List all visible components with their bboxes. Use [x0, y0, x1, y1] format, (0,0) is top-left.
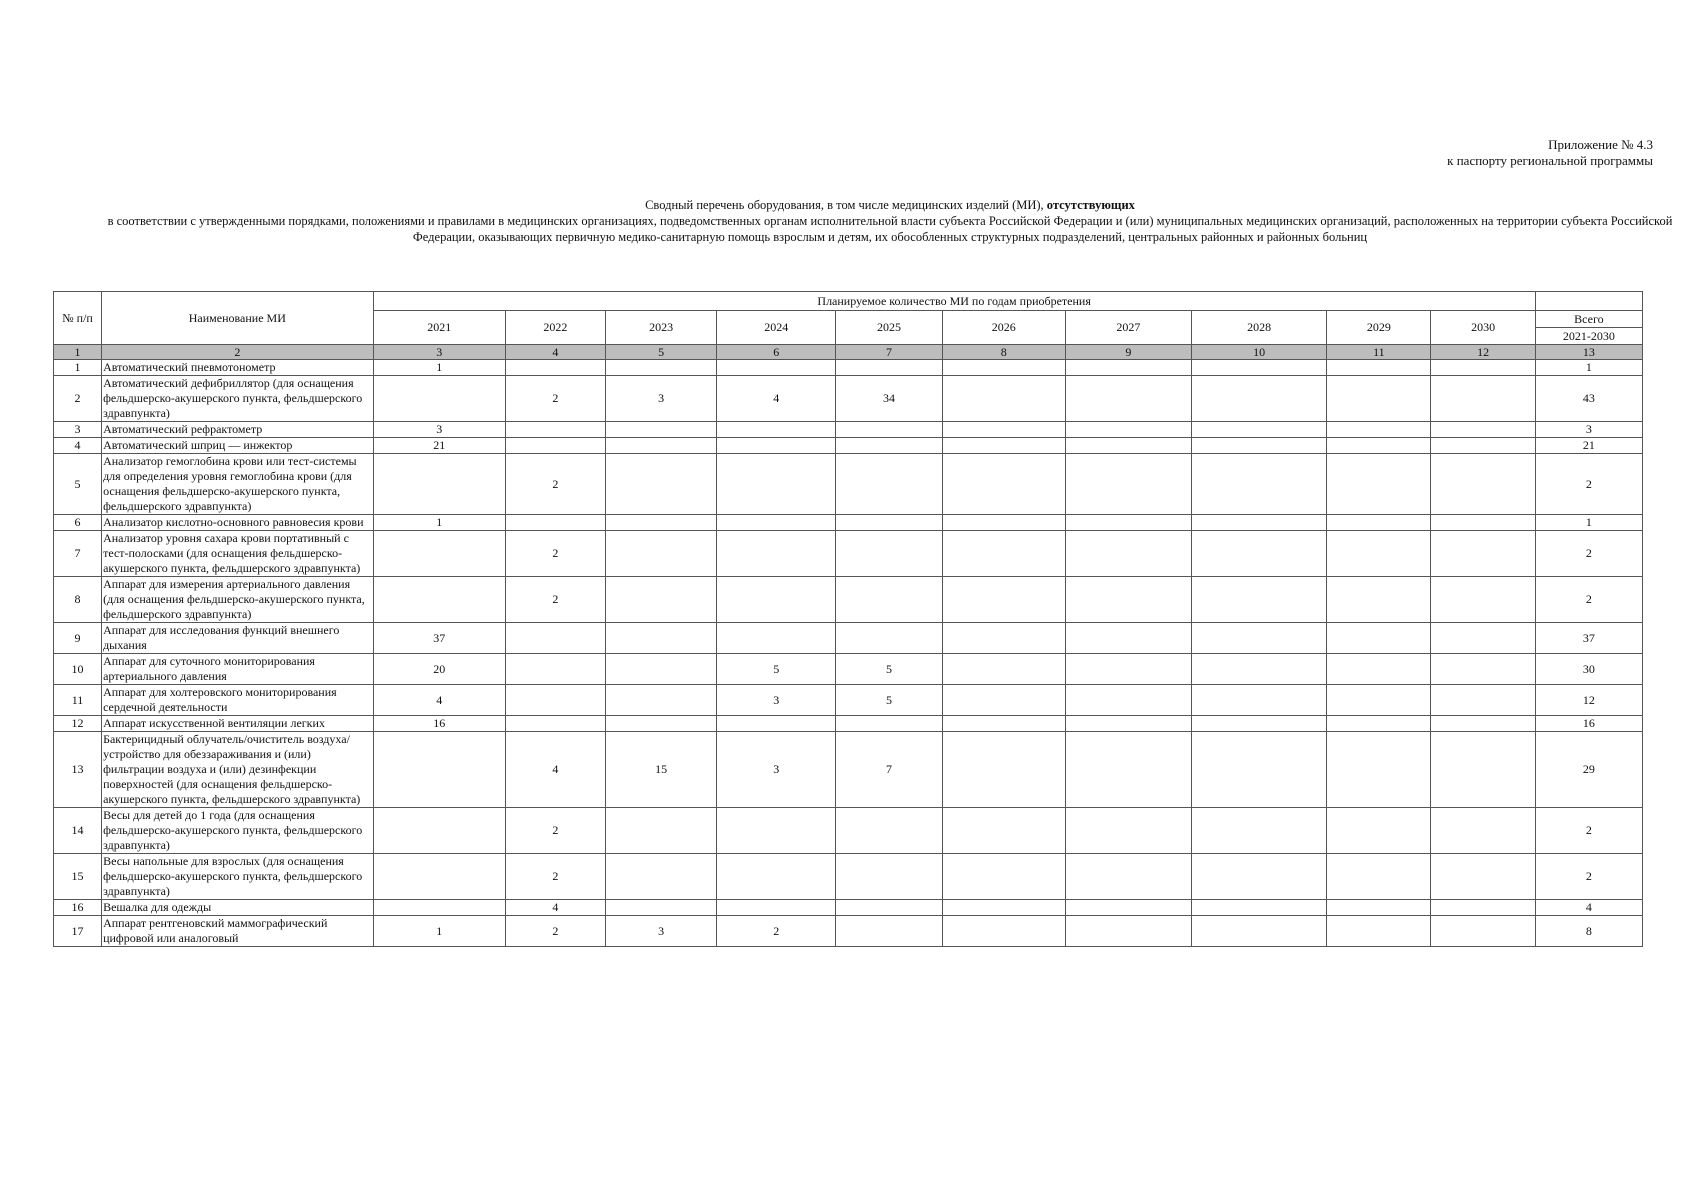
table-row — [54, 716, 1643, 732]
row-total: 16 — [1535, 716, 1642, 732]
row-year-value — [1065, 808, 1191, 854]
row-year-value — [1431, 854, 1535, 900]
appendix-number: Приложение № 4.3 — [1548, 137, 1653, 152]
row-num: 17 — [54, 916, 102, 947]
row-year-value — [1192, 438, 1327, 454]
row-total: 21 — [1535, 438, 1642, 454]
row-num: 4 — [54, 438, 102, 454]
row-num: 2 — [54, 376, 102, 422]
row-year-value: 20 — [373, 654, 505, 685]
row-year-value: 15 — [605, 732, 716, 808]
row-year-value — [1327, 454, 1431, 515]
row-year-value — [1192, 376, 1327, 422]
table-row — [54, 623, 1643, 654]
row-name: Бактерицидный облучатель/очиститель воздуха/устройство для обеззараживания и (или) фильтрации воздуха и (или) дезинфекции поверхностей (для оснащения фельдшерско-акушерского пункта, фельдшерского здравпункта) — [102, 732, 374, 808]
row-year-value — [1431, 623, 1535, 654]
header-year: 2027 — [1065, 311, 1191, 345]
row-num: 15 — [54, 854, 102, 900]
row-year-value: 4 — [505, 900, 605, 916]
row-name: Аппарат для холтеровского мониторирования сердечной деятельности — [102, 685, 374, 716]
row-year-value — [1192, 577, 1327, 623]
row-year-value — [942, 376, 1065, 422]
row-year-value — [1431, 454, 1535, 515]
row-year-value — [605, 577, 716, 623]
row-year-value — [1431, 376, 1535, 422]
row-year-value: 7 — [836, 732, 942, 808]
row-year-value — [717, 716, 836, 732]
row-num: 14 — [54, 808, 102, 854]
row-num: 7 — [54, 531, 102, 577]
row-year-value — [1327, 577, 1431, 623]
row-total: 2 — [1535, 854, 1642, 900]
row-year-value — [1192, 623, 1327, 654]
row-year-value — [717, 623, 836, 654]
title-line-1-text: Сводный перечень оборудования, в том числе медицинских изделий (МИ), — [645, 198, 1047, 212]
row-year-value — [1065, 360, 1191, 376]
column-number: 3 — [373, 345, 505, 360]
header-empty-cell — [1535, 292, 1642, 311]
row-num: 1 — [54, 360, 102, 376]
row-name: Аппарат для исследования функций внешнего дыхания — [102, 623, 374, 654]
row-year-value — [1431, 916, 1535, 947]
row-year-value — [942, 531, 1065, 577]
row-num: 6 — [54, 515, 102, 531]
row-year-value — [836, 716, 942, 732]
column-number: 4 — [505, 345, 605, 360]
row-year-value — [1431, 515, 1535, 531]
row-year-value — [373, 732, 505, 808]
header-year: 2028 — [1192, 311, 1327, 345]
row-year-value — [1431, 438, 1535, 454]
row-year-value — [717, 454, 836, 515]
row-year-value — [942, 900, 1065, 916]
row-year-value — [373, 376, 505, 422]
row-year-value: 2 — [505, 376, 605, 422]
row-name: Аппарат для суточного мониторирования артериального давления — [102, 654, 374, 685]
equipment-table — [53, 291, 1643, 947]
row-num: 11 — [54, 685, 102, 716]
row-num: 3 — [54, 422, 102, 438]
row-name: Автоматический дефибриллятор (для оснащения фельдшерско-акушерского пункта, фельдшерского здравпункта) — [102, 376, 374, 422]
row-year-value — [505, 716, 605, 732]
row-total: 30 — [1535, 654, 1642, 685]
row-year-value — [1192, 360, 1327, 376]
row-year-value — [1192, 716, 1327, 732]
row-year-value: 3 — [373, 422, 505, 438]
column-number: 12 — [1431, 345, 1535, 360]
column-numbers-row — [54, 345, 1643, 360]
row-year-value — [836, 916, 942, 947]
row-year-value — [505, 654, 605, 685]
header-year: 2024 — [717, 311, 836, 345]
row-year-value — [717, 808, 836, 854]
header-year: 2025 — [836, 311, 942, 345]
row-year-value — [605, 854, 716, 900]
row-name: Вешалка для одежды — [102, 900, 374, 916]
row-year-value — [505, 685, 605, 716]
table-row — [54, 808, 1643, 854]
row-year-value — [605, 360, 716, 376]
row-year-value — [1065, 916, 1191, 947]
table-row — [54, 900, 1643, 916]
row-year-value: 21 — [373, 438, 505, 454]
column-number: 10 — [1192, 345, 1327, 360]
row-year-value — [1327, 685, 1431, 716]
row-year-value — [942, 916, 1065, 947]
row-year-value — [1431, 531, 1535, 577]
row-year-value — [1327, 916, 1431, 947]
row-year-value: 4 — [505, 732, 605, 808]
header-total-range: 2021-2030 — [1535, 328, 1642, 345]
appendix-subtitle: к паспорту региональной программы — [1447, 153, 1653, 168]
row-year-value — [1192, 900, 1327, 916]
row-total: 3 — [1535, 422, 1642, 438]
row-year-value — [1431, 732, 1535, 808]
row-year-value — [1065, 577, 1191, 623]
row-year-value — [1192, 685, 1327, 716]
table-row — [54, 654, 1643, 685]
row-year-value — [942, 515, 1065, 531]
row-year-value: 1 — [373, 515, 505, 531]
table-row — [54, 531, 1643, 577]
table-row — [54, 454, 1643, 515]
column-number: 13 — [1535, 345, 1642, 360]
row-year-value — [1431, 360, 1535, 376]
row-year-value — [717, 531, 836, 577]
row-year-value — [1065, 854, 1191, 900]
row-year-value — [717, 854, 836, 900]
row-year-value — [505, 360, 605, 376]
row-year-value — [717, 438, 836, 454]
row-name: Анализатор кислотно-основного равновесия крови — [102, 515, 374, 531]
row-total: 1 — [1535, 515, 1642, 531]
row-year-value — [1065, 422, 1191, 438]
row-year-value — [836, 531, 942, 577]
row-name: Аппарат рентгеновский маммографический цифровой или аналоговый — [102, 916, 374, 947]
row-year-value — [717, 900, 836, 916]
row-year-value — [1192, 854, 1327, 900]
row-year-value — [942, 732, 1065, 808]
row-year-value — [1327, 732, 1431, 808]
row-year-value — [373, 854, 505, 900]
row-name: Автоматический рефрактометр — [102, 422, 374, 438]
row-year-value — [836, 454, 942, 515]
row-num: 13 — [54, 732, 102, 808]
row-year-value — [605, 716, 716, 732]
row-year-value — [605, 654, 716, 685]
row-year-value — [942, 808, 1065, 854]
row-year-value — [1431, 422, 1535, 438]
header-year: 2021 — [373, 311, 505, 345]
column-number: 1 — [54, 345, 102, 360]
row-num: 5 — [54, 454, 102, 515]
row-year-value: 34 — [836, 376, 942, 422]
row-name: Аппарат для измерения артериального давления (для оснащения фельдшерско-акушерского пункта, фельдшерского здравпункта) — [102, 577, 374, 623]
row-year-value — [373, 454, 505, 515]
row-name: Аппарат искусственной вентиляции легких — [102, 716, 374, 732]
row-year-value — [942, 454, 1065, 515]
row-year-value — [605, 900, 716, 916]
row-num: 16 — [54, 900, 102, 916]
row-year-value — [373, 577, 505, 623]
row-year-value — [505, 422, 605, 438]
row-total: 29 — [1535, 732, 1642, 808]
row-total: 2 — [1535, 577, 1642, 623]
row-num: 12 — [54, 716, 102, 732]
table-row — [54, 360, 1643, 376]
column-number: 5 — [605, 345, 716, 360]
row-year-value — [942, 854, 1065, 900]
row-year-value — [1327, 654, 1431, 685]
row-year-value — [1327, 900, 1431, 916]
row-total: 2 — [1535, 531, 1642, 577]
row-year-value — [1065, 515, 1191, 531]
row-year-value: 2 — [505, 916, 605, 947]
row-year-value: 5 — [836, 654, 942, 685]
row-year-value — [1065, 438, 1191, 454]
row-year-value — [1431, 654, 1535, 685]
row-year-value — [1065, 716, 1191, 732]
row-year-value: 2 — [717, 916, 836, 947]
row-year-value — [505, 623, 605, 654]
row-year-value — [836, 422, 942, 438]
row-year-value — [942, 422, 1065, 438]
row-year-value — [1065, 454, 1191, 515]
document-title — [90, 197, 1690, 245]
row-year-value — [717, 360, 836, 376]
row-year-value — [836, 808, 942, 854]
row-name: Анализатор гемоглобина крови или тест-системы для определения уровня гемоглобина крови (для оснащения фельдшерско-акушерского пункта, фельдшерского здравпункта) — [102, 454, 374, 515]
row-year-value: 37 — [373, 623, 505, 654]
row-year-value — [1065, 623, 1191, 654]
row-name: Весы для детей до 1 года (для оснащения фельдшерско-акушерского пункта, фельдшерского здравпункта) — [102, 808, 374, 854]
row-year-value — [836, 623, 942, 654]
row-year-value — [605, 515, 716, 531]
row-year-value — [1065, 732, 1191, 808]
header-year: 2026 — [942, 311, 1065, 345]
row-year-value — [836, 515, 942, 531]
row-year-value — [1327, 360, 1431, 376]
row-total: 12 — [1535, 685, 1642, 716]
table-row — [54, 685, 1643, 716]
row-year-value — [1327, 438, 1431, 454]
title-line-2: в соответствии с утвержденными порядками, положениями и правилами в медицинских организациях, подведомственных органам исполнительной власти субъекта Российской Федерации и (или) муниципальных медицинских организаций, расположенных на территории субъекта Российской Федерации, оказывающих первичную медико-санитарную помощь взрослым и детям, их обособленных структурных подразделений, центральных районных и районных больниц — [107, 214, 1673, 244]
header-year: 2022 — [505, 311, 605, 345]
header-year: 2029 — [1327, 311, 1431, 345]
column-number: 8 — [942, 345, 1065, 360]
row-year-value: 2 — [505, 454, 605, 515]
column-number: 7 — [836, 345, 942, 360]
row-year-value — [1431, 900, 1535, 916]
row-year-value — [1192, 515, 1327, 531]
row-year-value — [1327, 515, 1431, 531]
table-row — [54, 854, 1643, 900]
header-year: 2023 — [605, 311, 716, 345]
row-year-value — [942, 360, 1065, 376]
row-year-value — [605, 454, 716, 515]
row-year-value — [605, 531, 716, 577]
row-year-value — [1431, 808, 1535, 854]
row-year-value — [1431, 716, 1535, 732]
row-year-value — [717, 577, 836, 623]
row-year-value — [1327, 623, 1431, 654]
row-year-value — [942, 685, 1065, 716]
row-year-value: 3 — [717, 685, 836, 716]
row-year-value — [942, 654, 1065, 685]
row-year-value — [605, 685, 716, 716]
row-total: 4 — [1535, 900, 1642, 916]
row-year-value — [836, 438, 942, 454]
row-year-value — [836, 900, 942, 916]
row-year-value — [942, 438, 1065, 454]
row-year-value — [836, 360, 942, 376]
row-year-value: 5 — [717, 654, 836, 685]
row-year-value: 3 — [605, 916, 716, 947]
row-year-value: 5 — [836, 685, 942, 716]
row-year-value: 3 — [605, 376, 716, 422]
row-year-value: 1 — [373, 916, 505, 947]
row-year-value — [605, 808, 716, 854]
row-year-value — [1431, 577, 1535, 623]
row-num: 10 — [54, 654, 102, 685]
row-year-value — [836, 854, 942, 900]
row-year-value — [1192, 654, 1327, 685]
row-year-value — [942, 716, 1065, 732]
row-total: 43 — [1535, 376, 1642, 422]
row-total: 2 — [1535, 808, 1642, 854]
column-number: 11 — [1327, 345, 1431, 360]
column-number: 6 — [717, 345, 836, 360]
row-year-value — [1327, 531, 1431, 577]
row-year-value — [1192, 808, 1327, 854]
row-year-value — [1327, 422, 1431, 438]
header-name: Наименование МИ — [102, 292, 374, 345]
row-year-value — [1065, 685, 1191, 716]
row-year-value — [1192, 422, 1327, 438]
row-name: Автоматический пневмотонометр — [102, 360, 374, 376]
row-year-value: 3 — [717, 732, 836, 808]
table-row — [54, 577, 1643, 623]
column-number: 9 — [1065, 345, 1191, 360]
row-year-value: 2 — [505, 808, 605, 854]
header-num: № п/п — [54, 292, 102, 345]
row-year-value — [1192, 732, 1327, 808]
row-year-value: 1 — [373, 360, 505, 376]
row-name: Анализатор уровня сахара крови портативный с тест-полосками (для оснащения фельдшерско-акушерского пункта, фельдшерского здравпункта) — [102, 531, 374, 577]
row-total: 37 — [1535, 623, 1642, 654]
row-total: 8 — [1535, 916, 1642, 947]
row-total: 1 — [1535, 360, 1642, 376]
header-total-label: Всего — [1535, 311, 1642, 328]
row-name: Весы напольные для взрослых (для оснащения фельдшерско-акушерского пункта, фельдшерского здравпункта) — [102, 854, 374, 900]
row-num: 9 — [54, 623, 102, 654]
row-year-value — [1327, 854, 1431, 900]
row-year-value — [1192, 454, 1327, 515]
column-number: 2 — [102, 345, 374, 360]
table-header — [54, 292, 1643, 360]
row-year-value — [505, 515, 605, 531]
table-row — [54, 422, 1643, 438]
row-name: Автоматический шприц — инжектор — [102, 438, 374, 454]
row-total: 2 — [1535, 454, 1642, 515]
table-body — [54, 360, 1643, 947]
row-year-value — [1327, 808, 1431, 854]
appendix-note — [1447, 137, 1653, 169]
row-year-value — [1065, 376, 1191, 422]
header-planned: Планируемое количество МИ по годам приобретения — [373, 292, 1535, 311]
row-year-value — [505, 438, 605, 454]
row-year-value — [1431, 685, 1535, 716]
row-year-value: 2 — [505, 577, 605, 623]
row-year-value — [1065, 531, 1191, 577]
title-line-1 — [90, 197, 1690, 213]
title-line-1-bold: отсутствующих — [1046, 198, 1135, 212]
row-year-value — [373, 531, 505, 577]
row-year-value: 2 — [505, 531, 605, 577]
row-year-value — [1065, 900, 1191, 916]
row-year-value: 2 — [505, 854, 605, 900]
row-year-value — [1065, 654, 1191, 685]
row-year-value: 4 — [717, 376, 836, 422]
row-year-value — [1327, 716, 1431, 732]
row-year-value — [1192, 531, 1327, 577]
row-num: 8 — [54, 577, 102, 623]
row-year-value — [717, 515, 836, 531]
table-row — [54, 438, 1643, 454]
row-year-value — [942, 577, 1065, 623]
row-year-value — [373, 900, 505, 916]
row-year-value — [605, 438, 716, 454]
row-year-value — [605, 422, 716, 438]
header-year: 2030 — [1431, 311, 1535, 345]
table-row — [54, 732, 1643, 808]
row-year-value — [1192, 916, 1327, 947]
row-year-value — [942, 623, 1065, 654]
table-row — [54, 376, 1643, 422]
row-year-value — [605, 623, 716, 654]
table-row — [54, 515, 1643, 531]
row-year-value: 4 — [373, 685, 505, 716]
row-year-value: 16 — [373, 716, 505, 732]
row-year-value — [836, 577, 942, 623]
row-year-value — [717, 422, 836, 438]
table-row — [54, 916, 1643, 947]
row-year-value — [1327, 376, 1431, 422]
row-year-value — [373, 808, 505, 854]
